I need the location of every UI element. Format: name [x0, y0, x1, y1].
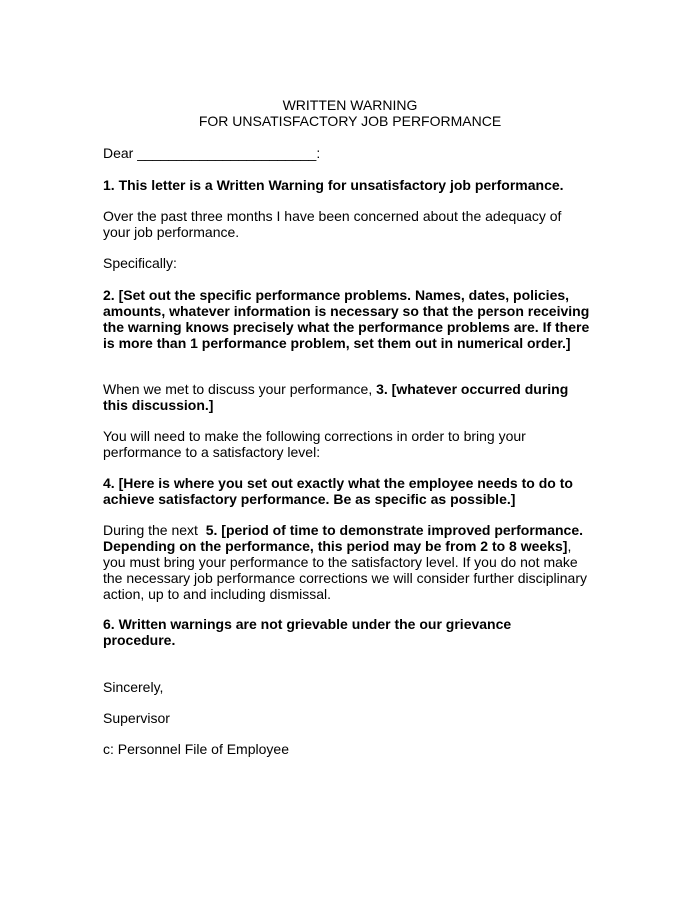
item-4-text: 4. [Here is where you set out exactly what the employee needs to do to achieve satisfactory performance. Be as specific as possible.] — [103, 475, 573, 507]
item-2-text: 2. [Set out the specific performance problems. Names, dates, policies, amounts, whatever information is necessary so that the person receiving the warning knows precisely what the performance problems are. If there is more than 1 performance problem, set them out in numerical order.] — [103, 287, 590, 351]
paragraph-concern: Over the past three months I have been concerned about the adequacy of your job performance. — [103, 208, 562, 240]
item-3-text: 3. [whatever occurred during this discussion.] — [103, 381, 569, 413]
item-1-text: 1. This letter is a Written Warning for unsatisfactory job performance. — [103, 177, 564, 193]
during-prefix: During the next — [103, 522, 206, 538]
meeting-prefix: When we met to discuss your performance, — [103, 381, 377, 397]
item-4 — [103, 475, 573, 507]
closing: Sincerely, — [103, 679, 164, 695]
item-1 — [103, 177, 623, 193]
salutation: Dear _______________________: — [103, 145, 321, 161]
item-5-text: 5. [period of time to demonstrate improved performance. Depending on the performance, this period may be from 2 to 8 weeks] — [103, 522, 584, 554]
document-title-line1: WRITTEN WARNING — [282, 97, 418, 113]
specifically-label: Specifically: — [103, 255, 177, 271]
signer: Supervisor — [103, 710, 170, 726]
item-2 — [103, 287, 591, 351]
paragraph-corrections: You will need to make the following corrections in order to bring your performance to a satisfactory level: — [103, 428, 526, 460]
carbon-copy: c: Personnel File of Employee — [103, 741, 289, 757]
item-6-text: 6. Written warnings are not grievable under the our grievance procedure. — [103, 616, 512, 648]
paragraph-meeting — [103, 381, 595, 413]
item-6 — [103, 616, 523, 648]
during-suffix: , you must bring your performance to the satisfactory level. If you do not make the necessary job performance corrections we will consider further disciplinary action, up to and including dismissal. — [103, 538, 587, 602]
document-title-line2: FOR UNSATISFACTORY JOB PERFORMANCE — [198, 113, 502, 129]
paragraph-during — [103, 522, 593, 602]
